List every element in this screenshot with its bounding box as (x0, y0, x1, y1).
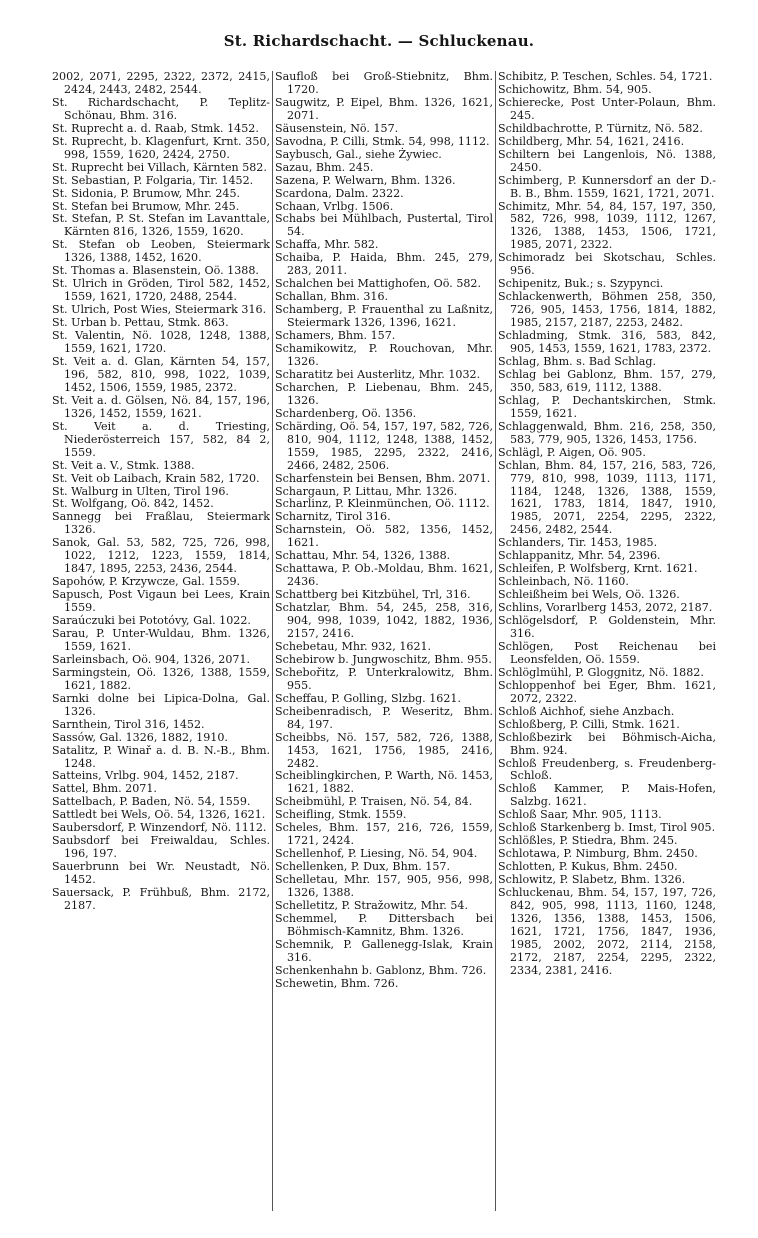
index-entry: Saubersdorf, P. Winzendorf, Nö. 1112. (52, 821, 267, 835)
index-entry: Schebořitz, P. Unterkralowitz, Bhm. 955. (275, 665, 493, 692)
index-entry: 2002, 2071, 2295, 2322, 2372, 2415, 2424, 2443, 2482, 2544. (52, 71, 270, 96)
index-entry: Schichowitz, Bhm. 54, 905. (498, 82, 652, 96)
index-entry: Schelletau, Mhr. 157, 905, 956, 998, 1326, 1388. (275, 873, 493, 900)
index-entry: Schlag bei Gablonz, Bhm. 157, 279, 350, 583, 619, 1112, 1388. (498, 367, 716, 394)
index-entry: Schlotawa, P. Nimburg, Bhm. 2450. (498, 847, 698, 861)
index-entry: Satteins, Vrlbg. 904, 1452, 2187. (52, 769, 239, 783)
index-entry: Sazena, P. Welwarn, Bhm. 1326. (275, 173, 456, 187)
index-entry: Schloß Aichhof, siehe Anzbach. (498, 704, 675, 718)
index-entry: St. Veit a. V., Stmk. 1388. (52, 458, 195, 472)
page-title: St. Richardschacht. — Schluckenau. (223, 32, 535, 50)
index-entry: Schaffa, Mhr. 582. (275, 238, 379, 252)
index-entry: Schimberg, P. Kunnersdorf an der D.-B. B., Bhm. 1559, 1621, 1721, 2071. (498, 173, 716, 200)
index-column-1 (52, 71, 270, 1211)
index-entry: Schellenhof, P. Liesing, Nö. 54, 904. (275, 847, 478, 861)
index-entry: Schloß Kammer, P. Mais-Hofen, Salzbg. 1621. (498, 782, 716, 809)
index-entry: Schalchen bei Mattighofen, Oö. 582. (275, 277, 482, 291)
index-entry: St. Walburg in Ulten, Tirol 196. (52, 484, 229, 498)
index-entry: Schlag, P. Dechantskirchen, Stmk. 1559, 1621. (498, 393, 716, 420)
index-entry: Schlägl, P. Aigen, Oö. 905. (498, 445, 646, 459)
index-entry: Schleifen, P. Wolfsberg, Krnt. 1621. (498, 562, 698, 576)
index-entry: St. Ulrich, Post Wies, Steiermark 316. (52, 303, 267, 317)
index-entry: Schipenitz, Buk.; s. Szypynci. (498, 277, 664, 291)
index-entry: Schlan, Bhm. 84, 157, 216, 583, 726, 779, 810, 998, 1039, 1113, 1171, 1184, 1248, 1326, 1388, 1559, 1621, 1783, 1814, 1847, 1910, 1985, 2071, 2254, 2295, 2322, 2456, 2482, 2544. (498, 458, 716, 537)
index-entry: Sanok, Gal. 53, 582, 725, 726, 998, 1022, 1212, 1223, 1559, 1814, 1847, 1895, 2253, 2436, 2544. (52, 536, 270, 576)
index-entry: Schlögen, Post Reichenau bei Leonsfelden, Oö. 1559. (498, 639, 716, 666)
index-entry: Scheibbs, Nö. 157, 582, 726, 1388, 1453, 1621, 1756, 1985, 2416, 2482. (275, 730, 493, 770)
index-entry: Schlappanitz, Mhr. 54, 2396. (498, 549, 661, 563)
index-entry: St. Ruprecht bei Villach, Kärnten 582. (52, 160, 267, 174)
index-entry: St. Thomas a. Blasenstein, Oö. 1388. (52, 264, 259, 278)
index-entry: St. Ulrich in Gröden, Tirol 582, 1452, 1559, 1621, 1720, 2488, 2544. (52, 277, 270, 304)
index-entry: St. Stefan ob Leoben, Steiermark 1326, 1388, 1452, 1620. (52, 238, 270, 265)
index-entry: Sarnki dolne bei Lipica-Dolna, Gal. 1326. (52, 691, 270, 718)
index-entry: Schlackenwerth, Böhmen 258, 350, 726, 905, 1453, 1756, 1814, 1882, 1985, 2157, 2187, 2253, 2482. (498, 290, 716, 330)
index-entry: Schebirow b. Jungwoschitz, Bhm. 955. (275, 652, 492, 666)
index-entry: Schierecke, Post Unter-Polaun, Bhm. 245. (498, 95, 716, 122)
index-entry: Schildberg, Mhr. 54, 1621, 2416. (498, 134, 685, 148)
column-divider (272, 71, 273, 1211)
index-entry: St. Wolfgang, Oö. 842, 1452. (52, 497, 214, 511)
index-entry: St. Sidonia, P. Brumow, Mhr. 245. (52, 186, 241, 200)
index-entry: Saybusch, Gal., siehe Żywiec. (275, 147, 442, 161)
index-entry: St. Veit a. d. Glan, Kärnten 54, 157, 196, 582, 810, 998, 1022, 1039, 1452, 1506, 1559, 1985, 2372. (52, 354, 270, 394)
index-entry: St. Veit a. d. Triesting, Niederösterreich 157, 582, 84 2, 1559. (52, 419, 270, 459)
index-entry: Savodna, P. Cilli, Stmk. 54, 998, 1112. (275, 134, 490, 148)
index-entry: Scharatitz bei Austerlitz, Mhr. 1032. (275, 367, 481, 381)
column-divider (495, 71, 496, 1211)
index-entry: St. Veit ob Laibach, Krain 582, 1720. (52, 471, 260, 485)
index-entry: Schlößles, P. Stiedra, Bhm. 245. (498, 834, 678, 848)
index-entry: Scheles, Bhm. 157, 216, 726, 1559, 1721, 2424. (275, 821, 493, 848)
index-entry: Schleißheim bei Wels, Oö. 1326. (498, 588, 680, 602)
index-entry: Sannegg bei Fraßlau, Steiermark 1326. (52, 510, 270, 537)
index-columns (52, 71, 716, 1211)
index-entry: Sassów, Gal. 1326, 1882, 1910. (52, 730, 228, 744)
index-column-3 (498, 71, 716, 1211)
index-entry: Sarmingstein, Oö. 1326, 1388, 1559, 1621, 1882. (52, 665, 270, 692)
index-entry: Scheibenradisch, P. Weseritz, Bhm. 84, 197. (275, 704, 493, 731)
index-entry: Schlins, Vorarlberg 1453, 2072, 2187. (498, 601, 713, 615)
index-entry: Schiltern bei Langenlois, Nö. 1388, 2450. (498, 147, 716, 174)
index-entry: Schaan, Vrlbg. 1506. (275, 199, 394, 213)
index-entry: Schimoradz bei Skotschau, Schles. 956. (498, 251, 716, 278)
index-entry: Schamikowitz, P. Rouchovan, Mhr. 1326. (275, 342, 493, 368)
index-entry: Schlanders, Tir. 1453, 1985. (498, 536, 658, 550)
index-entry: Schabs bei Mühlbach, Pustertal, Tirol 54. (275, 212, 493, 239)
index-entry: Scheibmühl, P. Traisen, Nö. 54, 84. (275, 795, 473, 809)
index-entry: Schemnik, P. Gallenegg-Islak, Krain 316. (275, 937, 493, 964)
index-entry: Schärding, Oö. 54, 157, 197, 582, 726, 810, 904, 1112, 1248, 1388, 1452, 1559, 1985, 2295, 2322, 2416, 2466, 2482, 2506. (275, 419, 493, 472)
index-entry: Schlöglmühl, P. Gloggnitz, Nö. 1882. (498, 665, 704, 679)
index-entry: Sarnthein, Tirol 316, 1452. (52, 717, 205, 731)
index-entry: St. Richardschacht, P. Teplitz-Schönau, Bhm. 316. (52, 95, 270, 122)
index-entry: Schlowitz, P. Slabetz, Bhm. 1326. (498, 873, 686, 887)
index-entry: St. Stefan, P. St. Stefan im Lavanttale, Kärnten 816, 1326, 1559, 1620. (52, 212, 270, 239)
index-entry: Saubsdorf bei Freiwaldau, Schles. 196, 197. (52, 834, 270, 861)
index-entry: St. Ruprecht, b. Klagenfurt, Krnt. 350, 998, 1559, 1620, 2424, 2750. (52, 134, 270, 161)
index-entry: Schemmel, P. Dittersbach bei Böhmisch-Kamnitz, Bhm. 1326. (275, 911, 493, 938)
index-entry: Sazau, Bhm. 245. (275, 160, 374, 174)
index-entry: Schallan, Bhm. 316. (275, 290, 389, 304)
index-column-2 (275, 71, 493, 1211)
index-entry: Sarleinsbach, Oö. 904, 1326, 2071. (52, 652, 251, 666)
index-entry: Scharlinz, P. Kleinmünchen, Oö. 1112. (275, 497, 490, 511)
index-entry: Schebetau, Mhr. 932, 1621. (275, 639, 432, 653)
index-entry: Schlotten, P. Kukus, Bhm. 2450. (498, 860, 678, 874)
index-entry: Schloß Starkenberg b. Imst, Tirol 905. (498, 821, 716, 835)
index-entry: Schibitz, P. Teschen, Schles. 54, 1721. (498, 71, 713, 83)
index-entry: Schlaggenwald, Bhm. 216, 258, 350, 583, 779, 905, 1326, 1453, 1756. (498, 419, 716, 446)
index-entry: Schleinbach, Nö. 1160. (498, 575, 629, 589)
index-entry: Schloppenhof bei Eger, Bhm. 1621, 2072, 2322. (498, 678, 716, 705)
index-entry: Scharfenstein bei Bensen, Bhm. 2071. (275, 471, 491, 485)
index-entry: Schildbachrotte, P. Türnitz, Nö. 582. (498, 121, 703, 135)
index-entry: Schewetin, Bhm. 726. (275, 976, 399, 990)
index-entry: Schimitz, Mhr. 54, 84, 157, 197, 350, 582, 726, 998, 1039, 1112, 1267, 1326, 1388, 1453, 1506, 1721, 1985, 2071, 2322. (498, 199, 716, 252)
index-entry: St. Veit a. d. Gölsen, Nö. 84, 157, 196, 1326, 1452, 1559, 1621. (52, 393, 270, 420)
index-entry: St. Ruprecht a. d. Raab, Stmk. 1452. (52, 121, 259, 135)
index-entry: Scharnstein, Oö. 582, 1356, 1452, 1621. (275, 523, 493, 550)
index-entry: Sapohów, P. Krzywcze, Gal. 1559. (52, 575, 241, 589)
index-entry: Saraúczuki bei Pototóvy, Gal. 1022. (52, 614, 251, 628)
index-entry: Schaiba, P. Haida, Bhm. 245, 279, 283, 2011. (275, 251, 493, 278)
index-entry: Sauersack, P. Frühbuß, Bhm. 2172, 2187. (52, 886, 270, 912)
index-entry: Schladming, Stmk. 316, 583, 842, 905, 1453, 1559, 1621, 1783, 2372. (498, 329, 716, 356)
index-entry: Schloßberg, P. Cilli, Stmk. 1621. (498, 717, 680, 731)
index-entry: Schloßbezirk bei Böhmisch-Aicha, Bhm. 924. (498, 730, 716, 757)
index-entry: St. Stefan bei Brumow, Mhr. 245. (52, 199, 240, 213)
index-entry: Schatzlar, Bhm. 54, 245, 258, 316, 904, 998, 1039, 1042, 1882, 1936, 2157, 2416. (275, 601, 493, 640)
index-entry: Scardona, Dalm. 2322. (275, 186, 404, 200)
index-entry: St. Sebastian, P. Folgaria, Tir. 1452. (52, 173, 254, 187)
index-entry: Schloß Saar, Mhr. 905, 1113. (498, 808, 662, 822)
index-entry: Scharnitz, Tirol 316. (275, 510, 391, 524)
index-entry: Satalitz, P. Winař a. d. B. N.-B., Bhm. 1248. (52, 743, 270, 770)
index-entry: Sattel, Bhm. 2071. (52, 782, 157, 796)
index-entry: Schellenken, P. Dux, Bhm. 157. (275, 860, 451, 874)
index-entry: Schluckenau, Bhm. 54, 157, 197, 726, 842, 905, 998, 1113, 1160, 1248, 1326, 1356, 1388, 1453, 1506, 1621, 1721, 1756, 1847, 1936, 1985, 2002, 2072, 2114, 2158, 2172, 2187, 2254, 2295, 2322, 2334, 2381, 2416. (498, 886, 716, 977)
index-entry: Schlag, Bhm. s. Bad Schlag. (498, 354, 657, 368)
index-entry: Sauerbrunn bei Wr. Neustadt, Nö. 1452. (52, 860, 270, 887)
index-entry: Sattelbach, P. Baden, Nö. 54, 1559. (52, 795, 251, 809)
index-entry: Schamers, Bhm. 157. (275, 329, 396, 343)
index-entry: Schloß Freudenberg, s. Freudenberg-Schloß. (498, 756, 716, 783)
index-entry: Scharchen, P. Liebenau, Bhm. 245, 1326. (275, 380, 493, 407)
index-entry: Schattberg bei Kitzbühel, Trl, 316. (275, 588, 471, 602)
index-entry: Schattawa, P. Ob.-Moldau, Bhm. 1621, 2436. (275, 562, 493, 589)
index-entry: Sattledt bei Wels, Oö. 54, 1326, 1621. (52, 808, 266, 822)
index-entry: Schattau, Mhr. 54, 1326, 1388. (275, 549, 451, 563)
index-entry: Schenkenhahn b. Gablonz, Bhm. 726. (275, 963, 487, 977)
index-entry: Scheffau, P. Golling, Slzbg. 1621. (275, 691, 461, 705)
index-entry: Schamberg, P. Frauenthal zu Laßnitz, Steiermark 1326, 1396, 1621. (275, 303, 493, 330)
index-entry: Saugwitz, P. Eipel, Bhm. 1326, 1621, 2071. (275, 95, 493, 122)
index-entry: Schargaun, P. Littau, Mhr. 1326. (275, 484, 458, 498)
index-entry: Schardenberg, Oö. 1356. (275, 406, 417, 420)
index-entry: Scheifling, Stmk. 1559. (275, 808, 407, 822)
index-entry: Säusenstein, Nö. 157. (275, 121, 399, 135)
index-entry: Schlögelsdorf, P. Goldenstein, Mhr. 316. (498, 614, 716, 640)
index-entry: Sapusch, Post Vigaun bei Lees, Krain 1559. (52, 588, 270, 615)
index-entry: St. Valentin, Nö. 1028, 1248, 1388, 1559, 1621, 1720. (52, 329, 270, 356)
index-entry: St. Urban b. Pettau, Stmk. 863. (52, 316, 229, 330)
index-entry: Schelletitz, P. Stražowitz, Mhr. 54. (275, 899, 468, 912)
index-entry: Saufloß bei Groß-Stiebnitz, Bhm. 1720. (275, 71, 493, 96)
index-entry: Scheiblingkirchen, P. Warth, Nö. 1453, 1621, 1882. (275, 769, 493, 796)
index-entry: Sarau, P. Unter-Wuldau, Bhm. 1326, 1559, 1621. (52, 626, 270, 653)
